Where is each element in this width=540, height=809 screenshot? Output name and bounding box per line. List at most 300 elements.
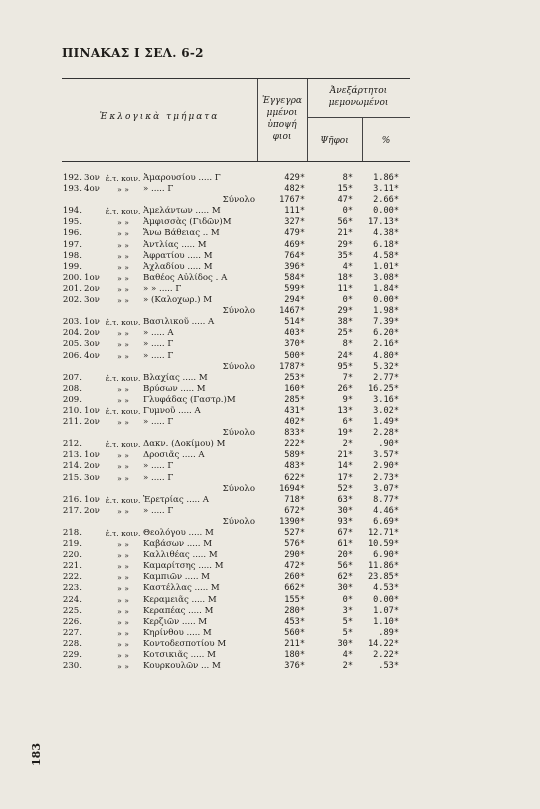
section-name: » ..... Γ: [143, 184, 174, 195]
section-number: 223.: [62, 583, 82, 594]
section-kind: » »: [117, 185, 129, 195]
section-kind: » »: [117, 451, 129, 461]
registered-value: 479*: [284, 228, 305, 239]
votes-value: 6*: [342, 417, 353, 428]
votes-value: 11*: [337, 283, 353, 294]
registered-value: 370*: [284, 339, 305, 350]
section-kind: ἐ.τ. κοιν.: [105, 207, 141, 217]
registered-value: 482*: [284, 184, 305, 195]
section-name: Δακν. (Δοκίμου) Μ: [143, 439, 226, 450]
section-name: Βαθέος Αὐλίδος . Α: [143, 272, 228, 283]
header-votes: Ψῆφοι: [320, 136, 349, 146]
section-name: Κουρκουλῶν ... Μ: [143, 661, 221, 672]
table-row: [0, 317, 540, 328]
registered-value: 718*: [284, 494, 305, 505]
table-row: [0, 284, 540, 295]
section-number: 213.: [62, 450, 82, 461]
section-kind: ἐ.τ. κοιν.: [105, 174, 141, 183]
table-row: [0, 373, 540, 384]
section-rank: 2ον: [84, 461, 100, 472]
table-row: [0, 506, 540, 517]
section-kind: » »: [117, 240, 129, 250]
percent-value: 1.86*: [373, 173, 399, 183]
votes-value: 52*: [337, 483, 353, 494]
section-kind: » »: [117, 340, 129, 350]
section-number: 192.: [62, 173, 82, 183]
table-row: [0, 273, 540, 284]
table-row: [0, 572, 540, 583]
section-number: 211.: [62, 417, 82, 428]
percent-value: 5.32*: [373, 361, 399, 372]
page-title: ΠΙΝΑΚΑΣ Ι ΣΕΛ. 6-2: [62, 46, 204, 60]
section-number: 227.: [62, 627, 82, 638]
votes-value: 21*: [337, 450, 353, 461]
section-kind: » »: [117, 384, 129, 394]
section-name: Σύνολο: [222, 516, 255, 527]
table-row: [0, 606, 540, 617]
section-number: 222.: [62, 572, 82, 583]
votes-value: 25*: [337, 328, 353, 339]
registered-value: 589*: [284, 450, 305, 461]
registered-value: 500*: [284, 350, 305, 361]
page-number: 183: [29, 743, 43, 766]
section-name: » ..... Γ: [143, 339, 174, 350]
section-rank: 1ον: [84, 405, 100, 416]
percent-value: 14.22*: [367, 638, 399, 649]
section-name: Ἀφρατίου ..... Μ: [143, 250, 213, 261]
section-kind: ἐ.τ. κοιν.: [105, 373, 141, 383]
section-rank: 4ον: [84, 184, 100, 195]
section-number: 221.: [62, 561, 82, 572]
percent-value: 6.69*: [373, 516, 399, 527]
section-rank: 2ον: [84, 283, 100, 294]
registered-value: 402*: [284, 417, 305, 428]
section-name: Κηρίνθου ..... Μ: [143, 627, 212, 638]
section-name: » ..... Γ: [143, 472, 174, 483]
registered-value: 111*: [284, 206, 305, 217]
registered-value: 429*: [284, 173, 305, 183]
section-kind: » »: [117, 628, 129, 638]
section-kind: » »: [117, 273, 129, 283]
votes-value: 15*: [337, 184, 353, 195]
table-row: [0, 439, 540, 450]
section-name: » ..... Γ: [143, 505, 174, 516]
section-name: Σύνολο: [222, 483, 255, 494]
votes-value: 21*: [337, 228, 353, 239]
header-percent: %: [381, 136, 391, 146]
registered-value: 560*: [284, 627, 305, 638]
section-name: Ἀμαρουσίου ..... Γ: [143, 173, 221, 183]
section-kind: » »: [117, 595, 129, 605]
registered-value: 211*: [284, 638, 305, 649]
votes-value: 5*: [342, 616, 353, 627]
section-name: Κερζιῶν ..... Μ: [143, 616, 208, 627]
registered-value: 1787*: [279, 361, 305, 372]
percent-value: 3.08*: [373, 272, 399, 283]
registered-value: 672*: [284, 505, 305, 516]
section-name: Γλυφάδας (Γαστρ.)Μ: [143, 394, 236, 405]
section-kind: » »: [117, 573, 129, 583]
section-number: 230.: [62, 661, 82, 672]
table-row: [0, 417, 540, 428]
percent-value: 1.49*: [373, 417, 399, 428]
percent-value: 1.07*: [373, 605, 399, 616]
votes-value: 18*: [337, 272, 353, 283]
section-rank: 2ον: [84, 417, 100, 428]
section-name: Θεολόγου ..... Μ: [143, 528, 214, 538]
registered-value: 472*: [284, 561, 305, 572]
section-kind: » »: [117, 251, 129, 261]
votes-value: 35*: [337, 250, 353, 261]
section-name: » ..... Γ: [143, 417, 174, 428]
table-row: [0, 473, 540, 484]
percent-value: 3.02*: [373, 405, 399, 416]
section-number: 209.: [62, 394, 82, 405]
section-kind: » »: [117, 662, 129, 672]
table-row: [0, 583, 540, 594]
section-number: 219.: [62, 539, 82, 550]
registered-value: 294*: [284, 295, 305, 306]
votes-value: 2*: [342, 661, 353, 672]
percent-value: .89*: [378, 627, 399, 638]
registered-value: 469*: [284, 239, 305, 250]
percent-value: .53*: [378, 661, 399, 672]
section-kind: » »: [117, 639, 129, 649]
registered-value: 833*: [284, 428, 305, 439]
section-kind: » »: [117, 329, 129, 339]
section-kind: » »: [117, 462, 129, 472]
total-row: [0, 517, 540, 528]
percent-value: 2.28*: [373, 428, 399, 439]
section-name: Σύνολο: [222, 361, 255, 372]
section-name: Βρύσων ..... Μ: [143, 383, 206, 394]
section-name: Κεραμειᾶς ..... Μ: [143, 594, 217, 605]
section-name: » (Καλοχωρ.) Μ: [143, 295, 213, 306]
section-number: 215.: [62, 472, 82, 483]
registered-value: 1390*: [279, 516, 305, 527]
section-number: 212.: [62, 439, 82, 450]
percent-value: 12.71*: [367, 528, 399, 538]
votes-value: 47*: [337, 195, 353, 206]
registered-value: 431*: [284, 405, 305, 416]
section-number: 229.: [62, 650, 82, 661]
section-number: 200.: [62, 272, 82, 283]
percent-value: 2.16*: [373, 339, 399, 350]
section-kind: » »: [117, 651, 129, 661]
total-row: [0, 195, 540, 206]
section-kind: » »: [117, 540, 129, 550]
section-kind: » »: [117, 218, 129, 228]
section-name: Γυμνοῦ ..... Α: [143, 405, 201, 416]
section-number: 226.: [62, 616, 82, 627]
table-row: [0, 639, 540, 650]
percent-value: 1.10*: [373, 616, 399, 627]
percent-value: 6.90*: [373, 550, 399, 561]
registered-value: 764*: [284, 250, 305, 261]
percent-value: 3.57*: [373, 450, 399, 461]
section-number: 194.: [62, 206, 82, 217]
table-header: [62, 78, 410, 162]
votes-value: 0*: [342, 206, 353, 217]
section-number: 196.: [62, 228, 82, 239]
section-name: Ἀμελάντων ..... Μ: [143, 206, 221, 217]
percent-value: 4.58*: [373, 250, 399, 261]
section-kind: » »: [117, 395, 129, 405]
percent-value: 11.86*: [367, 561, 399, 572]
votes-value: 19*: [337, 428, 353, 439]
section-rank: 3ον: [84, 339, 100, 350]
votes-value: 56*: [337, 217, 353, 228]
table-row: [0, 228, 540, 239]
registered-value: 576*: [284, 539, 305, 550]
section-rank: 1ον: [84, 272, 100, 283]
total-row: [0, 362, 540, 373]
table-row: [0, 217, 540, 228]
section-name: Καλλιθέας ..... Μ: [143, 550, 218, 561]
registered-value: 514*: [284, 317, 305, 328]
registered-value: 1767*: [279, 195, 305, 206]
votes-value: 14*: [337, 461, 353, 472]
section-kind: ἐ.τ. κοιν.: [105, 406, 141, 416]
votes-value: 17*: [337, 472, 353, 483]
section-number: 207.: [62, 372, 82, 383]
percent-value: 4.80*: [373, 350, 399, 361]
registered-value: 290*: [284, 550, 305, 561]
table-row: [0, 395, 540, 406]
section-number: 220.: [62, 550, 82, 561]
table-row: [0, 617, 540, 628]
section-name: Ἀχλαδίου ..... Μ: [143, 261, 213, 272]
section-number: 195.: [62, 217, 82, 228]
percent-value: 17.13*: [367, 217, 399, 228]
section-name: Βασιλικοῦ ..... Α: [143, 317, 215, 328]
table-row: [0, 450, 540, 461]
section-name: Καστέλλας ..... Μ: [143, 583, 220, 594]
section-number: 201.: [62, 283, 82, 294]
section-kind: » »: [117, 617, 129, 627]
registered-value: 222*: [284, 439, 305, 450]
registered-value: 180*: [284, 650, 305, 661]
registered-value: 260*: [284, 572, 305, 583]
votes-value: 4*: [342, 650, 353, 661]
percent-value: 1.98*: [373, 306, 399, 317]
section-name: » ..... Γ: [143, 461, 174, 472]
section-kind: » »: [117, 473, 129, 483]
votes-value: 29*: [337, 306, 353, 317]
votes-value: 24*: [337, 350, 353, 361]
section-number: 205.: [62, 339, 82, 350]
registered-value: 280*: [284, 605, 305, 616]
registered-value: 1694*: [279, 483, 305, 494]
section-name: Δροσιᾶς ..... Α: [143, 450, 205, 461]
registered-value: 622*: [284, 472, 305, 483]
table-row: [0, 328, 540, 339]
table-row: [0, 628, 540, 639]
percent-value: 3.11*: [373, 184, 399, 195]
section-number: 218.: [62, 528, 82, 538]
section-number: 198.: [62, 250, 82, 261]
table-row: [0, 206, 540, 217]
registered-value: 396*: [284, 261, 305, 272]
section-kind: » »: [117, 606, 129, 616]
table-row: [0, 184, 540, 195]
table-row: [0, 661, 540, 672]
votes-value: 7*: [342, 372, 353, 383]
table-row: [0, 561, 540, 572]
section-name: Καμπιῶν ..... Μ: [143, 572, 210, 583]
section-number: 208.: [62, 383, 82, 394]
percent-value: 16.25*: [367, 383, 399, 394]
section-name: » ..... Γ: [143, 350, 174, 361]
section-name: Σύνολο: [222, 195, 255, 206]
total-row: [0, 484, 540, 495]
votes-value: 63*: [337, 494, 353, 505]
votes-value: 93*: [337, 516, 353, 527]
section-name: » » ..... Γ: [143, 283, 182, 294]
votes-value: 29*: [337, 239, 353, 250]
votes-value: 26*: [337, 383, 353, 394]
table-row: [0, 461, 540, 472]
section-number: 216.: [62, 494, 82, 505]
percent-value: 2.66*: [373, 195, 399, 206]
section-number: 217.: [62, 505, 82, 516]
section-name: Ἀντλίας ..... Μ: [143, 239, 207, 250]
votes-value: 9*: [342, 394, 353, 405]
table-row: [0, 351, 540, 362]
section-kind: » »: [117, 551, 129, 561]
section-rank: 3ον: [84, 173, 100, 183]
section-number: 224.: [62, 594, 82, 605]
percent-value: 4.53*: [373, 583, 399, 594]
section-rank: 1ον: [84, 494, 100, 505]
percent-value: 1.01*: [373, 261, 399, 272]
section-kind: ἐ.τ. κοιν.: [105, 495, 141, 505]
table-row: [0, 384, 540, 395]
votes-value: 13*: [337, 405, 353, 416]
table-row: [0, 339, 540, 350]
table-row: [0, 251, 540, 262]
table-row: [0, 173, 540, 184]
section-name: Κοντοδεσποτίου Μ: [143, 638, 227, 649]
section-rank: 1ον: [84, 450, 100, 461]
table-row: [0, 595, 540, 606]
section-kind: » »: [117, 351, 129, 361]
section-name: Καβάσων ..... Μ: [143, 539, 213, 550]
table-row: [0, 240, 540, 251]
header-sections: Ἐκλογικὰ τμήματα: [99, 112, 220, 122]
section-kind: » »: [117, 296, 129, 306]
section-rank: 4ον: [84, 350, 100, 361]
votes-value: 4*: [342, 261, 353, 272]
registered-value: 483*: [284, 461, 305, 472]
section-number: 206.: [62, 350, 82, 361]
percent-value: 2.73*: [373, 472, 399, 483]
section-number: 214.: [62, 461, 82, 472]
section-kind: ἐ.τ. κοιν.: [105, 318, 141, 328]
section-rank: 2ον: [84, 328, 100, 339]
registered-value: 403*: [284, 328, 305, 339]
percent-value: 6.20*: [373, 328, 399, 339]
section-number: 193.: [62, 184, 82, 195]
section-rank: 3ον: [84, 295, 100, 306]
percent-value: 4.38*: [373, 228, 399, 239]
table-row: [0, 528, 540, 539]
section-kind: » »: [117, 284, 129, 294]
percent-value: 3.07*: [373, 483, 399, 494]
section-name: Βλαχίας ..... Μ: [143, 372, 208, 383]
percent-value: 1.84*: [373, 283, 399, 294]
registered-value: 584*: [284, 272, 305, 283]
votes-value: 20*: [337, 550, 353, 561]
section-number: 199.: [62, 261, 82, 272]
header-independents: Ἀνεξάρτητοι μεμονωμένοι: [328, 86, 389, 108]
votes-value: 0*: [342, 295, 353, 306]
votes-value: 2*: [342, 439, 353, 450]
section-name: Κεραπέας ..... Μ: [143, 605, 214, 616]
votes-value: 95*: [337, 361, 353, 372]
percent-value: 0.00*: [373, 594, 399, 605]
votes-value: 67*: [337, 528, 353, 538]
votes-value: 61*: [337, 539, 353, 550]
section-number: 225.: [62, 605, 82, 616]
percent-value: 2.22*: [373, 650, 399, 661]
registered-value: 662*: [284, 583, 305, 594]
votes-value: 56*: [337, 561, 353, 572]
registered-value: 155*: [284, 594, 305, 605]
percent-value: 7.39*: [373, 317, 399, 328]
registered-value: 285*: [284, 394, 305, 405]
header-registered: Ἐγγεγρα μμένοι ὑποψή φιοι: [261, 96, 302, 142]
table-body: [0, 173, 540, 672]
section-number: 203.: [62, 317, 82, 328]
section-name: Σύνολο: [222, 428, 255, 439]
section-kind: » »: [117, 506, 129, 516]
table-row: [0, 495, 540, 506]
votes-value: 30*: [337, 638, 353, 649]
percent-value: 8.77*: [373, 494, 399, 505]
section-name: Καμαρίτσης ..... Μ: [143, 561, 224, 572]
registered-value: 599*: [284, 283, 305, 294]
table-row: [0, 550, 540, 561]
section-kind: ἐ.τ. κοιν.: [105, 529, 141, 538]
section-number: 197.: [62, 239, 82, 250]
table-row: [0, 406, 540, 417]
section-rank: 1ον: [84, 317, 100, 328]
section-number: 202.: [62, 295, 82, 306]
votes-value: 5*: [342, 627, 353, 638]
table-row: [0, 295, 540, 306]
total-row: [0, 428, 540, 439]
registered-value: 453*: [284, 616, 305, 627]
votes-value: 3*: [342, 605, 353, 616]
section-kind: » »: [117, 584, 129, 594]
registered-value: 527*: [284, 528, 305, 538]
section-name: Σύνολο: [222, 306, 255, 317]
section-name: Ἀμφισσὰς (Γιδῶν)Μ: [143, 217, 232, 228]
section-name: Ἄνω Βάθειας .. Μ: [143, 228, 220, 239]
percent-value: 3.16*: [373, 394, 399, 405]
registered-value: 1467*: [279, 306, 305, 317]
section-name: Κοτσικιᾶς ..... Μ: [143, 650, 216, 661]
percent-value: 4.46*: [373, 505, 399, 516]
section-number: 204.: [62, 328, 82, 339]
section-name: Ἐρετρίας ..... Α: [143, 494, 209, 505]
percent-value: 2.90*: [373, 461, 399, 472]
votes-value: 30*: [337, 583, 353, 594]
section-kind: ἐ.τ. κοιν.: [105, 440, 141, 450]
section-kind: » »: [117, 418, 129, 428]
registered-value: 160*: [284, 383, 305, 394]
